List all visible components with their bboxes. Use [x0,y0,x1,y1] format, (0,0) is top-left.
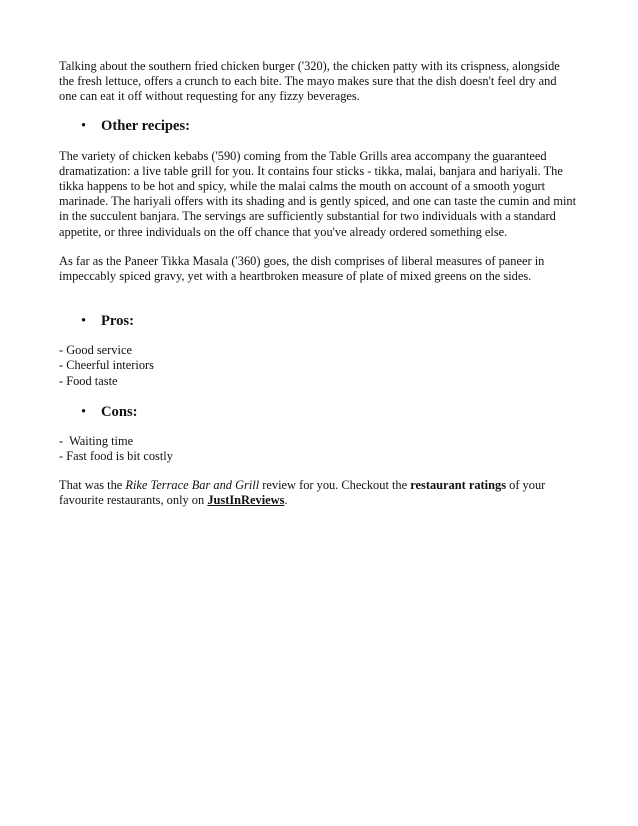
paneer-paragraph: As far as the Paneer Tikka Masala ('360) goes, the dish comprises of liberal measures of paneer in impeccably spiced gravy, yet with a heartbroken measure of plate of mixed greens on the sides. [59,253,545,284]
outro-text: . [284,493,288,508]
pros-item: - Good service [59,343,132,358]
outro-text: review for you. Checkout the [259,478,411,493]
bullet-icon: • [81,403,87,420]
bullet-icon: • [81,313,87,330]
cons-item: - Waiting time [59,433,134,448]
outro-text: of your favourite restaurants, only on [59,478,546,508]
outro-text: That was the [59,478,126,493]
pros-list [59,343,577,389]
other-recipes-heading [59,117,577,135]
kebabs-paragraph: The variety of chicken kebabs ('590) coming from the Table Grills area accompany the guaranteed dramatization: a live table grill for you. It contains four sticks - tikka, malai, banjara and hariyali. The tikka happens to be hot and spicy, while the malai calms the mouth on account of a smooth yogurt marinade. The hariyali offers with its shading and is gently spiced, and one can taste the cumin and mint in the succulent banjara. The servings are sufficiently substantial for two individuals with a standard appetite, or three individuals on the off chance that you've already ordered something else. [59,148,577,239]
cons-heading-text: Cons: [101,403,138,420]
pros-heading-text: Pros: [101,313,134,330]
pros-item: - Food taste [59,373,118,388]
restaurant-ratings-text: restaurant ratings [410,478,507,493]
pros-heading [59,312,577,330]
cons-heading [59,403,577,421]
other-recipes-heading-text: Other recipes: [101,117,191,134]
bullet-icon: • [81,117,87,134]
document-page [59,54,577,509]
justinreviews-link[interactable]: JustInReviews [207,493,285,508]
intro-paragraph: Talking about the southern fried chicken burger ('320), the chicken patty with its crispness, alongside the fresh lettuce, offers a crunch to each bite. The mayo makes sure that the dish doesn't feel dry and one can eat it off without requesting for any fizzy beverages. [59,59,560,104]
outro-paragraph [59,478,577,508]
cons-list [59,434,577,464]
restaurant-name: Rike Terrace Bar and Grill [125,478,260,493]
cons-item: - Fast food is bit costly [59,449,173,464]
pros-item: - Cheerful interiors [59,358,154,373]
